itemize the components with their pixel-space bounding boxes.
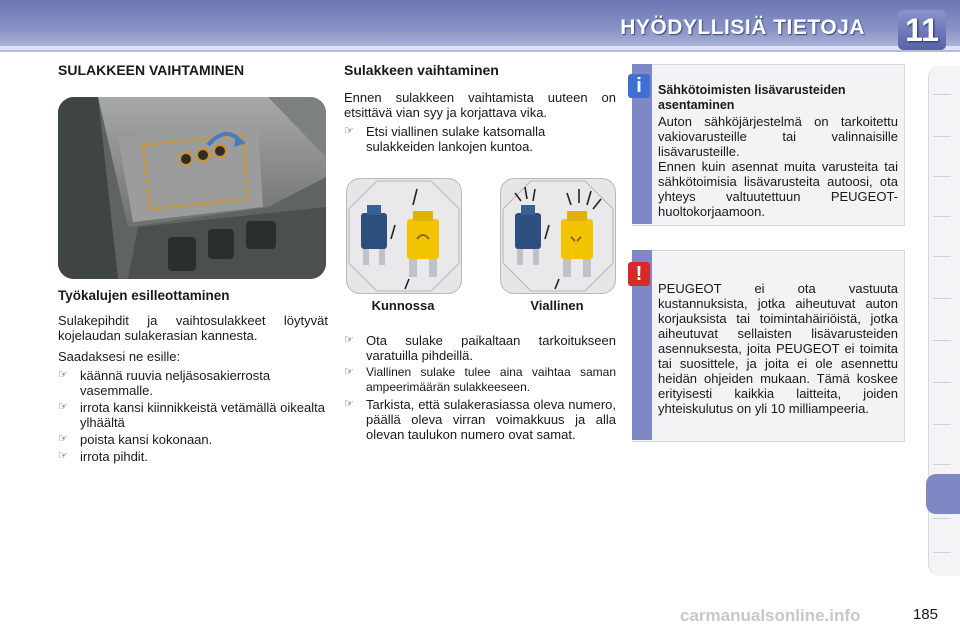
tab-divider bbox=[933, 464, 951, 465]
fuse-check-steps bbox=[344, 124, 616, 154]
tools-intro: Sulakepihdit ja vaihtosulakkeet löytyvät kojelaudan sulakerasian kannesta. bbox=[58, 313, 328, 343]
pointing-hand-icon: ☞ bbox=[58, 369, 68, 381]
list-item bbox=[58, 449, 328, 464]
list-item-text: Tarkista, että sulakerasiassa oleva numero, päällä oleva virran voimakkuus ja alla olevan taulukon numero ovat samat. bbox=[366, 397, 616, 442]
chapter-tab-active[interactable] bbox=[926, 474, 960, 514]
list-item-text: Etsi viallinen sulake katsomalla sulakkeiden lankojen kuntoa. bbox=[366, 124, 546, 154]
list-item-text: Ota sulake paikaltaan tarkoitukseen varatuilla pihdeillä. bbox=[366, 333, 616, 363]
list-item bbox=[58, 368, 328, 398]
fuse-ok-illustration bbox=[346, 178, 462, 294]
pointing-hand-icon: ☞ bbox=[344, 334, 354, 346]
fuse-change-section bbox=[344, 62, 616, 156]
tab-divider bbox=[933, 518, 951, 519]
tab-divider bbox=[933, 136, 951, 137]
dashboard-illustration bbox=[58, 97, 326, 279]
list-item-text: poista kansi kokonaan. bbox=[80, 432, 213, 447]
pointing-hand-icon: ☞ bbox=[344, 398, 354, 410]
fuse-replace-steps-section bbox=[344, 333, 616, 444]
tools-section bbox=[58, 288, 328, 466]
pointing-hand-icon: ☞ bbox=[58, 401, 68, 413]
fuse-change-intro: Ennen sulakkeen vaihtamista uuteen on etsittävä vian syy ja korjattava vika. bbox=[344, 90, 616, 120]
list-item bbox=[344, 397, 616, 442]
list-item-text: irrota kansi kiinnikkeistä vetämällä oikealta ylhäältä bbox=[80, 400, 325, 430]
tools-steps bbox=[58, 368, 328, 464]
fuse-box-location-photo bbox=[58, 97, 326, 279]
pointing-hand-icon: ☞ bbox=[344, 366, 354, 378]
info-icon: i bbox=[628, 74, 650, 98]
pointing-hand-icon: ☞ bbox=[58, 433, 68, 445]
tab-divider bbox=[933, 340, 951, 341]
list-item-text: irrota pihdit. bbox=[80, 449, 148, 464]
fuse-blown-label: Viallinen bbox=[530, 298, 584, 313]
list-item-text: Viallinen sulake tulee aina vaihtaa saman ampeerimäärän sulakkeeseen. bbox=[366, 365, 616, 394]
header-divider bbox=[0, 46, 960, 50]
fuse-replace-steps bbox=[344, 333, 616, 442]
tools-heading: Työkalujen esilleottaminen bbox=[58, 288, 230, 303]
list-item bbox=[344, 333, 616, 363]
info-paragraph-1: Auton sähköjärjestelmä on tarkoitettu vakiovarusteille tai valinnaisille lisävarusteille. bbox=[658, 114, 898, 159]
fuse-ok-drawing bbox=[347, 179, 461, 293]
section-heading: SULAKKEEN VAIHTAMINEN bbox=[58, 62, 245, 78]
tab-divider bbox=[933, 256, 951, 257]
list-item bbox=[344, 124, 616, 154]
tab-divider bbox=[933, 176, 951, 177]
tab-divider bbox=[933, 216, 951, 217]
list-item bbox=[58, 432, 328, 447]
fuse-change-heading: Sulakkeen vaihtaminen bbox=[344, 62, 499, 78]
info-title: Sähkötoimisten lisävarusteiden asentaminen bbox=[658, 83, 846, 112]
chapter-title: HYÖDYLLISIÄ TIETOJA bbox=[620, 16, 865, 39]
info-paragraph-2: Ennen kuin asennat muita varusteita tai sähkötoimisia lisävarusteita autoosi, ota yhteys valtuutettuun PEUGEOT-huoltokorjaamoon. bbox=[658, 159, 898, 219]
warning-text: PEUGEOT ei ota vastuuta kustannuksista, jotka aiheutuvat auton korjauksista tai toimintahäiriöistä, jotka aiheutuvat sellaisten lisävarusteiden asennuksesta, joita PEUGEOT ei toimita tai suosittele, ja joita ei ole asennettu heidän ohjeiden mukaan. Tämä koskee erityisesti kaikkia laitteita, joiden yhteiskulutus on yli 10 milliampeeria. bbox=[658, 281, 898, 416]
chapter-number: 11 bbox=[905, 12, 939, 48]
list-item bbox=[344, 365, 616, 395]
tools-lead: Saadaksesi ne esille: bbox=[58, 349, 181, 364]
tab-divider bbox=[933, 424, 951, 425]
fuse-blown-drawing bbox=[501, 179, 615, 293]
watermark: carmanualsonline.info bbox=[680, 606, 861, 625]
chapter-badge bbox=[898, 10, 946, 50]
pointing-hand-icon: ☞ bbox=[58, 450, 68, 462]
tab-divider bbox=[933, 298, 951, 299]
tab-divider bbox=[933, 552, 951, 553]
tab-divider bbox=[933, 382, 951, 383]
fuse-ok-label: Kunnossa bbox=[371, 298, 435, 313]
page-number: 185 bbox=[912, 606, 938, 623]
tab-divider bbox=[933, 94, 951, 95]
pointing-hand-icon: ☞ bbox=[344, 125, 354, 137]
fuse-blown-illustration bbox=[500, 178, 616, 294]
list-item-text: käännä ruuvia neljäsosakierrosta vasemmalle. bbox=[80, 368, 271, 398]
list-item bbox=[58, 400, 328, 430]
warning-icon: ! bbox=[628, 262, 650, 286]
